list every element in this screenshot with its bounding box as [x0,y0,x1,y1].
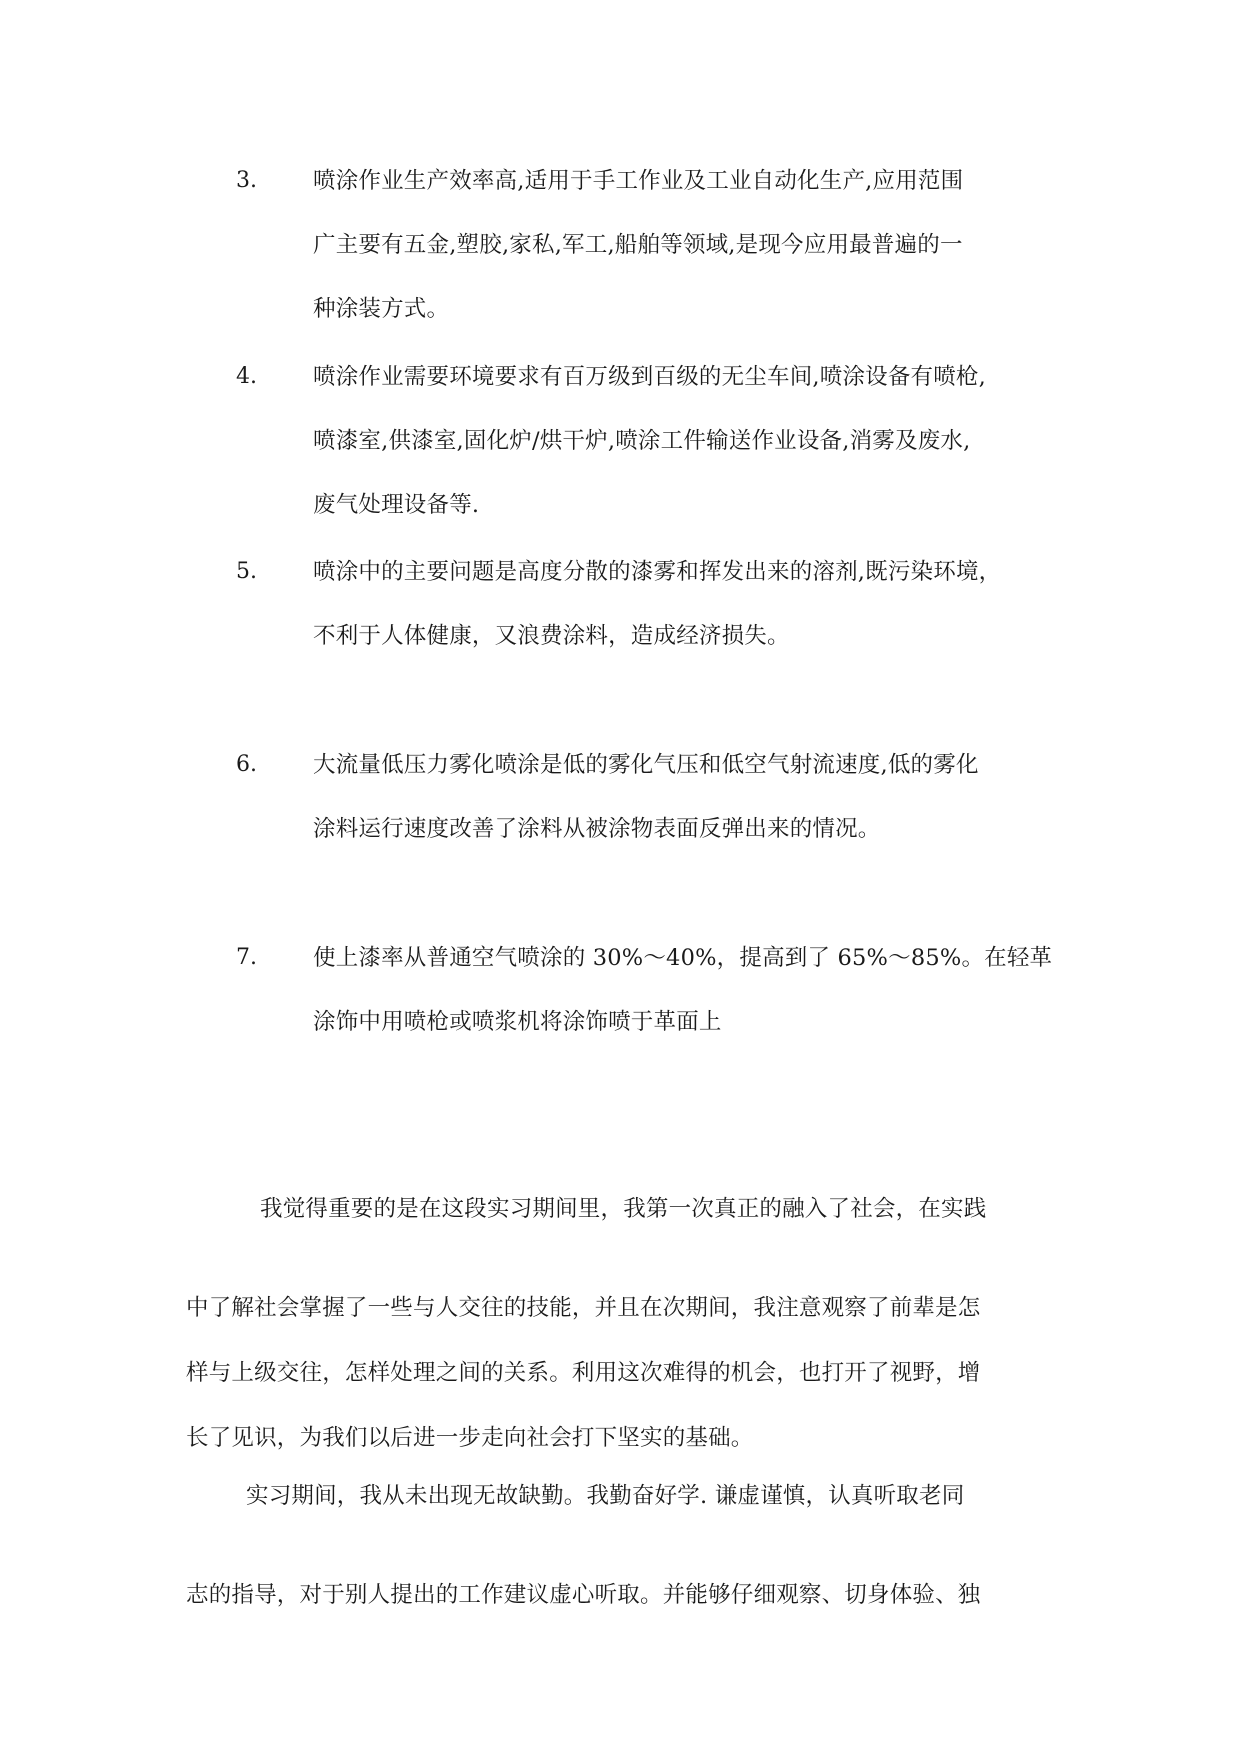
list-item-text [313,166,1058,324]
text-line: 涂饰中用喷枪或喷浆机将涂饰喷于革面上 [313,1009,722,1035]
list-item-number: 7. [236,945,257,970]
text-line: 使上漆率从普通空气喷涂的 30%～40%，提高到了 65%～85%。在轻革 [313,945,1053,971]
text-line: 实习期间，我从未出现无故缺勤。我勤奋好学. 谦虚谨慎，认真听取老同 [246,1483,965,1509]
text-line: 我觉得重要的是在这段实习期间里，我第一次真正的融入了社会，在实践 [260,1196,987,1222]
text-line: 喷涂中的主要问题是高度分散的漆雾和挥发出来的溶剂,既污染环境， [313,559,1002,585]
text-line: 广主要有五金,塑胶,家私,军工,船舶等领域,是现今应用最普遍的一 [313,232,963,258]
list-item-number: 4. [236,364,257,389]
text-line: 种涂装方式。 [313,296,450,322]
list-item-text [313,943,1058,1037]
text-line: 不利于人体健康，又浪费涂料，造成经济损失。 [313,623,790,649]
list-item-number: 5. [236,559,257,584]
text-line: 长了见识，为我们以后进一步走向社会打下坚实的基础。 [186,1425,754,1451]
list-item-number: 3. [236,168,257,193]
list-item-text [313,557,1058,651]
text-line: 样与上级交往，怎样处理之间的关系。利用这次难得的机会，也打开了视野，增 [186,1360,981,1386]
list-item-text [313,362,1058,520]
text-line: 志的指导，对于别人提出的工作建议虚心听取。并能够仔细观察、切身体验、独 [186,1582,981,1608]
list-item-text [313,750,1058,844]
text-line: 废气处理设备等. [313,492,480,518]
text-line: 喷涂作业需要环境要求有百万级到百级的无尘车间,喷涂设备有喷枪, [313,364,987,390]
text-line: 喷涂作业生产效率高,适用于手工作业及工业自动化生产,应用范围 [313,168,964,194]
text-line: 中了解社会掌握了一些与人交往的技能，并且在次期间，我注意观察了前辈是怎 [186,1295,981,1321]
text-line: 涂料运行速度改善了涂料从被涂物表面反弹出来的情况。 [313,816,881,842]
text-line: 大流量低压力雾化喷涂是低的雾化气压和低空气射流速度,低的雾化 [313,752,979,778]
text-line: 喷漆室,供漆室,固化炉/烘干炉,喷涂工件输送作业设备,消雾及废水, [313,428,971,454]
list-item-number: 6. [236,752,257,777]
